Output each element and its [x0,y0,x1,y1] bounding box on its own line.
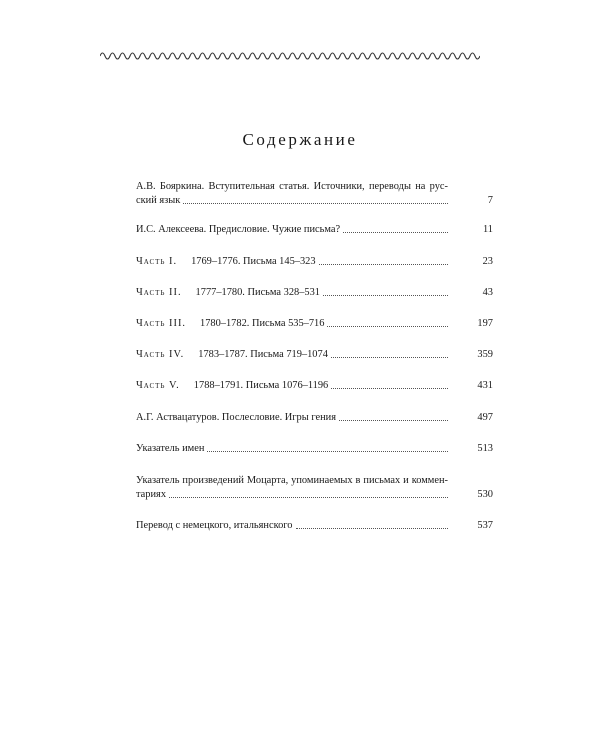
toc-entry-text: А.В. Бояркина. Вступительная статья. Источники, переводы на рус- [136,181,448,192]
dot-leader [169,497,448,498]
part-label: Часть II. [136,287,182,298]
toc-entry [136,348,493,361]
toc-entry [136,411,493,424]
toc-page-number: 431 [448,379,493,392]
dot-leader [339,420,448,421]
part-label: Часть I. [136,256,178,267]
page-title: Содержание [242,130,358,149]
toc-entry [136,379,493,392]
toc-page-number: 11 [448,223,493,236]
dot-leader [327,326,448,327]
toc-page-number: 23 [448,255,493,268]
toc-page-number: 537 [448,519,493,532]
toc-entry-text: Указатель имен [136,442,207,455]
toc-entry [136,317,493,330]
dot-leader [331,388,448,389]
toc-entry-text: 1769–1776. Письма 145–323 [191,256,316,267]
toc-page-number: 513 [448,442,493,455]
dot-leader [331,357,448,358]
toc-entry-text: И.С. Алексеева. Предисловие. Чужие письма? [136,223,343,236]
toc-page-number: 530 [448,488,493,501]
toc-entry-text-cont: ский язык [136,194,183,207]
part-label: Часть III. [136,318,186,329]
part-label: Часть V. [136,380,180,391]
toc-entry-text: А.Г. Аствацатуров. Послесловие. Игры гения [136,411,339,424]
toc-page-number: 7 [448,194,493,207]
toc-page-number: 197 [448,317,493,330]
dot-leader [323,295,448,296]
toc-entry-text: Перевод с немецкого, итальянского [136,519,296,532]
toc-page-number: 359 [448,348,493,361]
toc-entry-text: 1777–1780. Письма 328–531 [195,287,320,298]
toc-entry [136,255,493,268]
dot-leader [207,451,448,452]
part-label: Часть IV. [136,349,185,360]
toc-entry-text: 1788–1791. Письма 1076–1196 [193,380,329,391]
wave-ornament [100,48,480,62]
dot-leader [343,232,448,233]
toc-entry [136,180,493,207]
dot-leader [296,528,449,529]
toc-entry [136,442,493,455]
dot-leader [183,203,448,204]
toc-entry [136,519,493,532]
toc-entry-text: Указатель произведений Моцарта, упоминаемых в письмах и коммен- [136,475,448,486]
toc-entry [136,474,493,501]
toc-page-number: 43 [448,286,493,299]
toc-entry-text: 1783–1787. Письма 719–1074 [198,349,328,360]
toc-entry [136,286,493,299]
toc-entry-text-cont: тариях [136,488,169,501]
dot-leader [319,264,448,265]
toc-page-number: 497 [448,411,493,424]
toc-entry [136,223,493,236]
toc-entry-text: 1780–1782. Письма 535–716 [200,318,325,329]
